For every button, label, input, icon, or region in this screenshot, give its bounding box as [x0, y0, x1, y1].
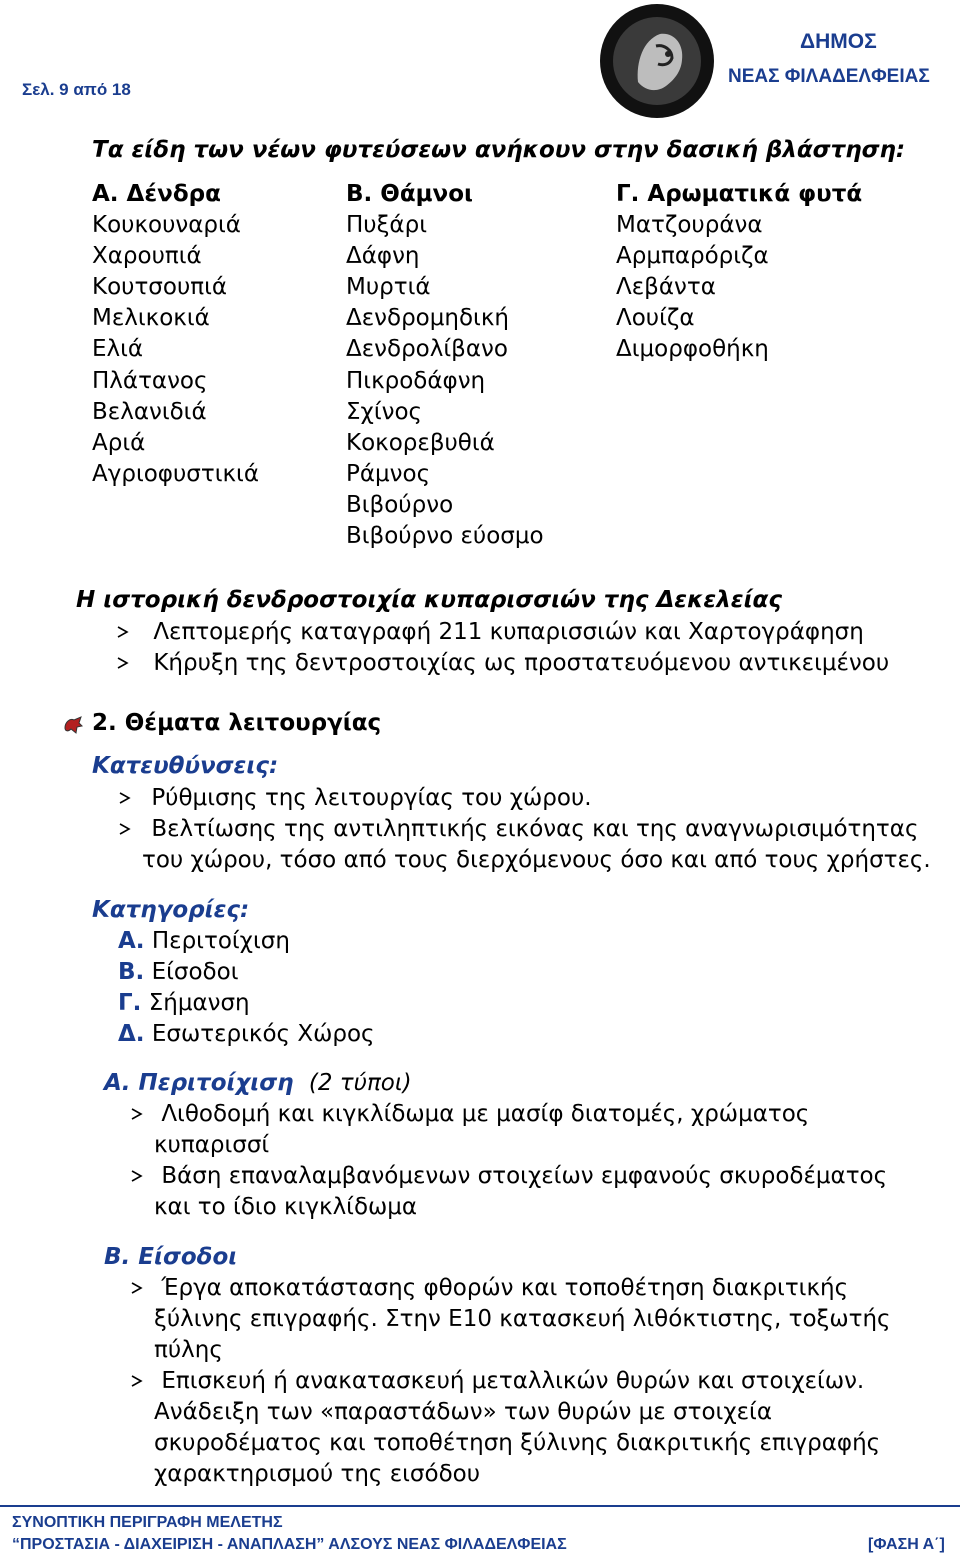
pointing-hand-icon	[62, 714, 84, 736]
list-item: Κουτσουπιά	[92, 274, 228, 301]
municipality-subtitle: ΝΕΑΣ ΦΙΛΑΔΕΛΦΕΙΑΣ	[728, 66, 930, 87]
list-item: Χαρουπιά	[92, 243, 202, 270]
list-item: Μελικοκιά	[92, 305, 210, 332]
footer-title: ΣΥΝΟΠΤΙΚΗ ΠΕΡΙΓΡΑΦΗ ΜΕΛΕΤΗΣ	[12, 1514, 283, 1531]
list-item: Βιβούρνο	[346, 491, 454, 518]
list-item: Δάφνη	[346, 243, 420, 270]
list-item: Βελανιδιά	[92, 398, 207, 425]
page-number: Σελ. 9 από 18	[22, 80, 131, 99]
list-item: Ρύθμισης της λειτουργίας του χώρου.	[118, 783, 592, 814]
list-item-continuation: Ανάδειξη των «παραστάδων» των θυρών με στοιχεία	[154, 1399, 772, 1425]
list-item-continuation: κυπαρισσί	[154, 1132, 270, 1158]
list-item: Λουίζα	[616, 305, 695, 332]
list-item: Λιθοδομή και κιγκλίδωμα με μασίφ διατομές, χρώματος	[130, 1099, 809, 1130]
footer-divider	[0, 1505, 960, 1507]
category-item: Α. Περιτοίχιση	[118, 928, 290, 954]
column-heading: Β. Θάμνοι	[346, 181, 473, 207]
cypress-title: Η ιστορική δενδροστοιχία κυπαρισσιών της Δεκελείας	[76, 587, 782, 613]
category-item: Γ. Σήμανση	[118, 990, 250, 1016]
categories-label: Κατηγορίες:	[92, 897, 250, 923]
list-item: Ματζουράνα	[616, 212, 763, 239]
footer-phase: [ΦΑΣΗ Α΄]	[868, 1536, 945, 1553]
list-item-continuation: ξύλινης επιγραφής. Στην Ε10 κατασκευή λιθόκτιστης, τοξωτής	[154, 1306, 891, 1332]
column-shrubs	[346, 179, 544, 552]
category-item: Δ. Εσωτερικός Χώρος	[118, 1021, 375, 1047]
list-item-continuation: και το ίδιο κιγκλίδωμα	[154, 1194, 418, 1220]
list-item: Σχίνος	[346, 398, 423, 425]
category-item: Β. Είσοδοι	[118, 959, 239, 985]
list-item: Βιβούρνο εύοσμο	[346, 523, 544, 550]
column-heading: Α. Δένδρα	[92, 181, 221, 207]
list-item: Κοκορεβυθιά	[346, 429, 495, 456]
list-item: Λεβάντα	[616, 274, 716, 301]
list-item: Έργα αποκατάστασης φθορών και τοποθέτηση διακριτικής	[130, 1273, 848, 1304]
subsection-b-title: Β. Είσοδοι	[104, 1244, 238, 1270]
list-item: Κουκουναριά	[92, 212, 241, 239]
directions-label: Κατευθύνσεις:	[92, 753, 279, 779]
list-item: Βάση επαναλαμβανόμενων στοιχείων εμφανούς σκυροδέματος	[130, 1161, 887, 1192]
arrowhead-bullet-icon	[130, 1169, 144, 1183]
list-item: Αρμπαρόριζα	[616, 243, 769, 270]
arrowhead-bullet-icon	[118, 791, 132, 805]
arrowhead-bullet-icon	[130, 1107, 144, 1121]
list-item-continuation: του χώρου, τόσο από τους διερχόμενους όσο και από τους χρήστες.	[142, 847, 931, 873]
section2-title: 2. Θέματα λειτουργίας	[92, 710, 382, 736]
list-item: Βελτίωσης της αντιληπτικής εικόνας και της αναγνωρισιμότητας	[118, 814, 918, 845]
column-trees	[92, 179, 259, 490]
list-item: Μυρτιά	[346, 274, 431, 301]
list-item: Πλάτανος	[92, 367, 208, 394]
list-item-continuation: πύλης	[154, 1337, 223, 1363]
column-aromatic	[616, 179, 862, 366]
list-item: Αριά	[92, 429, 146, 456]
list-item: Πυξάρι	[346, 212, 427, 239]
subsection-a-title: Α. Περιτοίχιση (2 τύποι)	[104, 1070, 412, 1096]
list-item: Δενδρομηδική	[346, 305, 509, 332]
list-item: Ελιά	[92, 336, 144, 363]
list-item: Κήρυξη της δεντροστοιχίας ως προστατευόμενου αντικειμένου	[116, 648, 889, 679]
list-item: Διμορφοθήκη	[616, 336, 769, 363]
arrowhead-bullet-icon	[130, 1374, 144, 1388]
column-heading: Γ. Αρωματικά φυτά	[616, 181, 863, 207]
municipality-logo	[598, 2, 716, 120]
list-item: Ράμνος	[346, 460, 431, 487]
arrowhead-bullet-icon	[118, 822, 132, 836]
arrowhead-bullet-icon	[116, 625, 130, 639]
list-item: Λεπτομερής καταγραφή 211 κυπαρισσιών και Χαρτογράφηση	[116, 617, 864, 648]
list-item-continuation: χαρακτηρισμού της εισόδου	[154, 1461, 481, 1487]
list-item: Πικροδάφνη	[346, 367, 486, 394]
arrowhead-bullet-icon	[130, 1281, 144, 1295]
list-item: Αγριοφυστικιά	[92, 460, 259, 487]
list-item: Επισκευή ή ανακατασκευή μεταλλικών θυρών και στοιχείων.	[130, 1366, 864, 1397]
list-item: Δενδρολίβανο	[346, 336, 508, 363]
list-item-continuation: σκυροδέματος και τοποθέτηση ξύλινης διακριτικής επιγραφής	[154, 1430, 881, 1456]
footer-subtitle: “ΠΡΟΣΤΑΣΙΑ - ΔΙΑΧΕΙΡΙΣΗ - ΑΝΑΠΛΑΣΗ” ΑΛΣΟΥΣ ΝΕΑΣ ΦΙΛΑΔΕΛΦΕΙΑΣ	[12, 1536, 567, 1553]
municipality-title: ΔΗΜΟΣ	[800, 30, 877, 53]
plants-intro: Τα είδη των νέων φυτεύσεων ανήκουν στην δασική βλάστηση:	[92, 137, 906, 163]
arrowhead-bullet-icon	[116, 656, 130, 670]
